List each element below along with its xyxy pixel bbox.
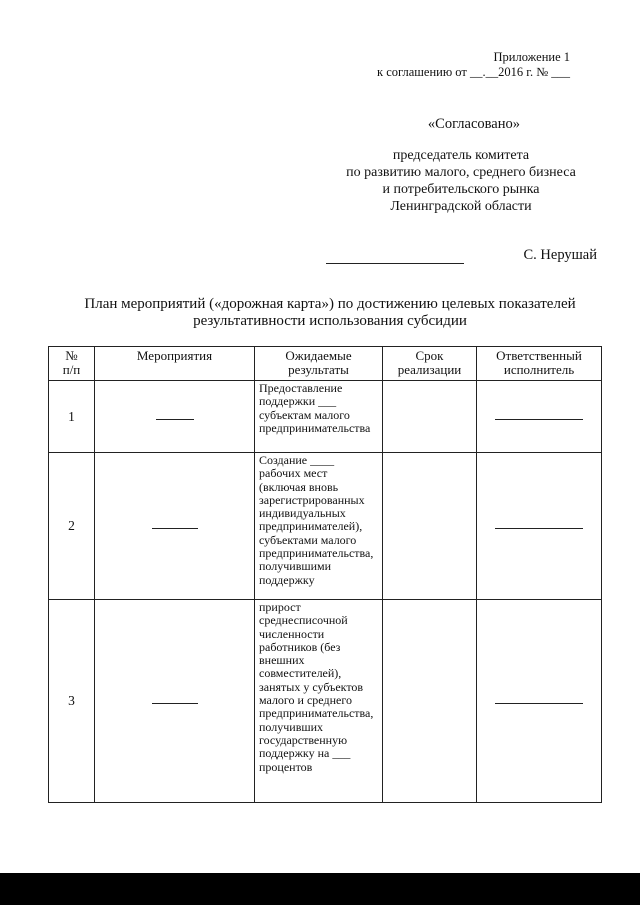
approver-block: [330, 147, 592, 215]
row-number: 1: [49, 381, 95, 453]
expected-result: Предоставление поддержки ___ субъектам малого предпринимательства: [255, 381, 383, 453]
responsible-blank: [477, 453, 602, 600]
appendix-note: [300, 50, 570, 80]
approver-line: председатель комитета: [392, 148, 530, 163]
header-num: № п/п: [49, 347, 95, 381]
document-title: [40, 296, 620, 330]
approved-stamp: «Согласовано»: [427, 116, 520, 132]
term-cell: [383, 453, 477, 600]
table-row: [49, 453, 602, 600]
approver-line: по развитию малого, среднего бизнеса: [346, 165, 576, 180]
header-term: Срок реализации: [383, 347, 477, 381]
header-responsible: Ответственный исполнитель: [477, 347, 602, 381]
approver-line: и потребительского рынка: [382, 182, 540, 197]
expected-result: Создание ____ рабочих мест (включая вновь зарегистрированных индивидуальных предпринимателей), субъектами малого предпринимательства, получившими поддержку: [255, 453, 383, 600]
title-line: результативности использования субсидии: [193, 313, 467, 329]
term-cell: [383, 381, 477, 453]
row-number: 3: [49, 600, 95, 803]
scan-border-bar: [0, 873, 640, 905]
term-cell: [383, 600, 477, 803]
appendix-line-1: Приложение 1: [493, 50, 570, 64]
expected-result: прирост среднесписочной численности работников (без внешних совместителей), занятых у субъектов малого и среднего предпринимательства, получивших государственную поддержку на ___ процентов: [255, 600, 383, 803]
header-result: Ожидаемые результаты: [255, 347, 383, 381]
responsible-blank: [477, 381, 602, 453]
signer-name: С. Нерушай: [523, 247, 597, 263]
plan-table: [48, 346, 602, 803]
signature-line: [326, 263, 464, 264]
table-row: [49, 600, 602, 803]
responsible-blank: [477, 600, 602, 803]
event-blank: [95, 453, 255, 600]
approver-line: Ленинградской области: [390, 199, 532, 214]
event-blank: [95, 381, 255, 453]
table-header-row: [49, 347, 602, 381]
title-line: План мероприятий («дорожная карта») по достижению целевых показателей: [84, 296, 576, 312]
row-number: 2: [49, 453, 95, 600]
event-blank: [95, 600, 255, 803]
appendix-line-2: к соглашению от __.__2016 г. № ___: [377, 65, 570, 79]
header-event: Мероприятия: [95, 347, 255, 381]
table-row: [49, 381, 602, 453]
